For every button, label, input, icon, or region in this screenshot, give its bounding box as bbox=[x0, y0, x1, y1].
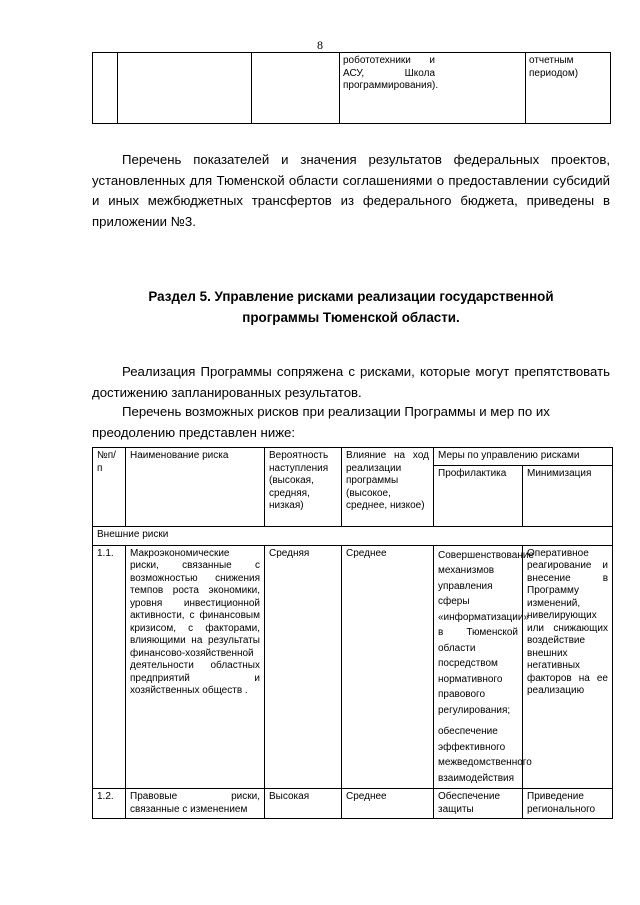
row-minimization-text: Оперативное реагирование и внесение в Программу изменений, нивелирующих или снижающих воздействие внешних негативных факторов на ее реализацию bbox=[527, 547, 608, 696]
table-cell bbox=[118, 53, 252, 124]
table-cell bbox=[340, 53, 526, 124]
row-prevention-text: обеспечение эффективного межведомственного взаимодействия bbox=[438, 726, 532, 784]
row-impact: Среднее bbox=[342, 545, 434, 789]
table-cell bbox=[93, 53, 118, 124]
row-prevention bbox=[434, 545, 534, 789]
row-risk-name-text: Макроэкономические риски, связанные с возможностью снижения темпов роста экономики, уровня инвестиционной активности, с финансовым кризисом, с факторами, влияющими на результаты финансово-хозяйственной деятельности областных предприятий и хозяйственных обществ . bbox=[130, 547, 260, 696]
table-cell: отчетным периодом) bbox=[526, 53, 611, 124]
table-cell bbox=[252, 53, 340, 124]
header-risk-name: Наименование риска bbox=[126, 448, 265, 527]
header-measures: Меры по управлению рисками bbox=[434, 448, 613, 466]
table-group-row bbox=[93, 526, 613, 545]
row-probability: Средняя bbox=[265, 545, 342, 789]
federal-projects-paragraph: Перечень показателей и значения результатов федеральных проектов, установленных для Тюменской области соглашениями о предоставлении субсидий и иных межбюджетных трансфертов из федерального бюджета, приведены в приложении №3. bbox=[92, 152, 610, 229]
section-heading-line1: Раздел 5. Управление рисками реализации государственной bbox=[148, 289, 554, 304]
row-impact: Среднее bbox=[342, 789, 434, 819]
row-probability: Высокая bbox=[265, 789, 342, 819]
row-num: 1.1. bbox=[93, 545, 126, 789]
table-row bbox=[93, 53, 611, 124]
row-prevention bbox=[434, 789, 523, 819]
row-minimization bbox=[523, 789, 613, 819]
row-risk-name-text: Правовые риски, связанные с изменением bbox=[130, 791, 260, 815]
section-heading bbox=[92, 287, 610, 328]
row-risk-name bbox=[126, 789, 265, 819]
row-prevention-text: Совершенствование механизмов управления сферы «информатизации» в Тюменской области посредством нормативного правового регулирования; bbox=[438, 549, 534, 716]
risk-table bbox=[92, 447, 613, 819]
header-impact-text: Влияние на ход реализации программы (высокое, среднее, низкое) bbox=[346, 450, 429, 511]
row-minimization bbox=[523, 545, 613, 789]
row-num: 1.2. bbox=[93, 789, 126, 819]
row-minimization-text: Приведение регионального bbox=[527, 791, 596, 815]
header-probability: Вероятность наступления (высокая, средняя, низкая) bbox=[265, 448, 342, 527]
group-external-risks: Внешние риски bbox=[93, 526, 613, 545]
header-impact bbox=[342, 448, 434, 527]
row-prevention-text: Обеспечение защиты bbox=[438, 791, 501, 815]
table-row bbox=[93, 789, 613, 819]
header-minimization: Минимизация bbox=[523, 465, 613, 526]
header-prevention: Профилактика bbox=[434, 465, 523, 526]
section-heading-line2: программы Тюменской области. bbox=[242, 309, 460, 325]
table-header-row bbox=[93, 448, 613, 466]
risks-intro-paragraph: Реализация Программы сопряжена с рисками, которые могут препятствовать достижению запланированных результатов. bbox=[92, 364, 610, 400]
risks-list-intro-paragraph: Перечень возможных рисков при реализации Программы и мер по их преодолению представлен ниже: bbox=[92, 404, 550, 440]
header-num: №п/п bbox=[93, 448, 126, 527]
row-risk-name bbox=[126, 545, 265, 789]
table-row bbox=[93, 545, 613, 789]
continued-table bbox=[92, 52, 611, 124]
cell-text: робототехники и АСУ, Школа программирования). bbox=[343, 55, 439, 91]
page-number: 8 bbox=[317, 38, 323, 52]
